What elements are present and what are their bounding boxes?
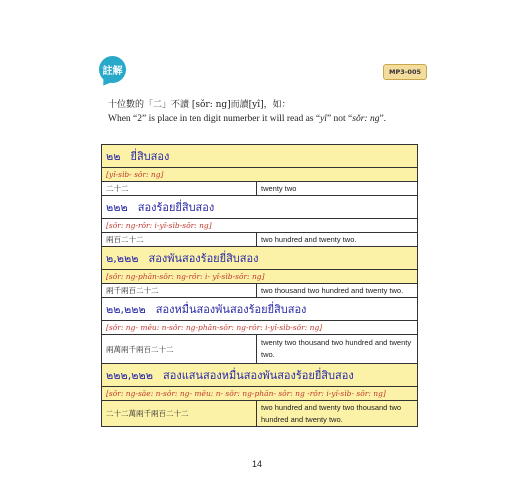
romanization-row: [sǒr: ng-phān-sǒr: ng-rôr: i- yî-sìb-sǒr: ng] <box>102 270 417 284</box>
chinese-cell: 兩百二十二 <box>102 233 257 246</box>
intro-english-suffix: ”. <box>379 114 387 124</box>
translation-row <box>102 335 417 364</box>
thai-number-row <box>102 196 417 219</box>
intro-english-line <box>108 114 386 124</box>
chinese-cell: 二十二萬兩千兩百二十二 <box>102 401 257 426</box>
thai-number-row <box>102 298 417 321</box>
thai-words: สองหมื่นสองพันสองร้อยยี่สิบสอง <box>155 303 307 316</box>
translation-row <box>102 284 417 298</box>
english-cell: two thousand two hundred and twenty two. <box>261 285 404 295</box>
chinese-cell: 二十二 <box>102 182 257 195</box>
romanization-row: [sǒr: ng-sǎe: n-sǒr: ng- mêu: n- sǒr: ng-phān- sǒr: ng -rôr: i-yî-sìb- sǒr: ng] <box>102 387 417 401</box>
english-cell: twenty two thousand two hundred and twenty two. <box>261 338 412 359</box>
thai-number-row <box>102 145 417 168</box>
thai-numeral: ๒๒,๒๒๒ <box>106 303 146 316</box>
thai-number-row <box>102 364 417 387</box>
romanization-row: [sǒr: ng- mêu: n-sǒr: ng-phān-sǒr: ng-rôr: i-yî-sìb-sǒr: ng] <box>102 321 417 335</box>
intro-english-mid: ” not “ <box>326 114 353 124</box>
intro-english-prefix: When “2” is place in ten digit numerber it will read as “ <box>108 114 321 124</box>
intro-english-yi: yî <box>320 114 327 124</box>
romanization-row: [yî-sìb- sǒr: ng] <box>102 168 417 182</box>
english-cell: twenty two <box>261 183 297 193</box>
chinese-cell: 兩千兩百二十二 <box>102 284 257 297</box>
thai-words: สองพันสองร้อยยี่สิบสอง <box>148 252 259 265</box>
number-table <box>101 144 418 427</box>
intro-english-song: sǒr: ng <box>352 114 380 124</box>
thai-words: สองร้อยยี่สิบสอง <box>137 201 215 214</box>
thai-number-row <box>102 247 417 270</box>
english-cell: two hundred and twenty two thousand two hundred and twenty two. <box>261 402 402 424</box>
translation-row <box>102 182 417 196</box>
thai-numeral: ๒๒ <box>106 150 121 163</box>
thai-numeral: ๒,๒๒๒ <box>106 252 139 265</box>
annotation-badge: 註解 <box>99 56 126 83</box>
thai-words: สองแสนสองหมื่นสองพันสองร้อยยี่สิบสอง <box>163 369 354 382</box>
english-cell: two hundred and twenty two. <box>261 234 357 244</box>
intro-chinese-line: 十位數的「二」不讀 [sǒr: ng]而讀[yî]，如： <box>108 100 291 110</box>
thai-numeral: ๒๒๒,๒๒๒ <box>106 369 154 382</box>
translation-row <box>102 401 417 426</box>
thai-numeral: ๒๒๒ <box>106 201 128 214</box>
chinese-cell: 兩萬兩千兩百二十二 <box>102 335 257 363</box>
thai-words: ยี่สิบสอง <box>130 150 170 163</box>
mp3-audio-tag[interactable]: MP3-005 <box>383 64 427 80</box>
translation-row <box>102 233 417 247</box>
romanization-row: [sǒr: ng-rôr: i-yî-sìb-sǒr: ng] <box>102 219 417 233</box>
page-number: 14 <box>252 459 263 469</box>
